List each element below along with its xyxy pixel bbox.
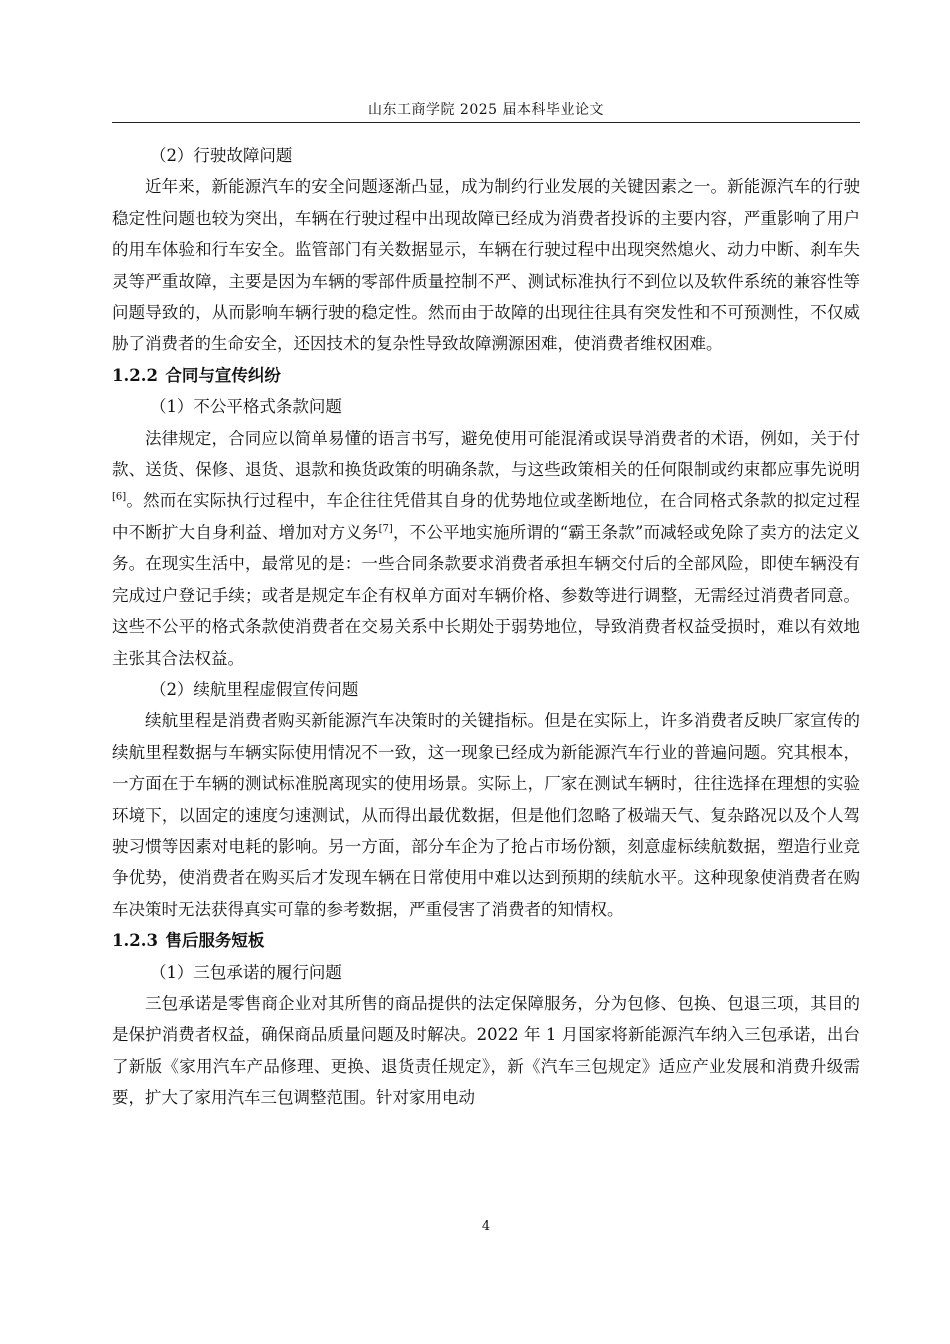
section-number: 1.2.3 xyxy=(112,931,158,951)
section-heading-1-2-3 xyxy=(112,925,860,956)
running-header: 山东工商学院 2025 届本科毕业论文 xyxy=(367,102,605,118)
paragraph-text: ，不公平地实施所谓的“霸王条款”而减轻或免除了卖方的法定义务。在现实生活中，最常见的是：一些合同条款要求消费者承担车辆交付后的全部风险，即使车辆没有完成过户登记手续；或者是规定车企有权单方面对车辆价格、参数等进行调整，无需经过消费者同意。这些不公平的格式条款使消费者在交易关系中长期处于弱势地位，导致消费者权益受损时，难以有效地主张其合法权益。 xyxy=(112,522,861,668)
subheading-unfair-clauses: （1）不公平格式条款问题 xyxy=(149,397,342,417)
citation-ref-6[interactable]: [6] xyxy=(112,491,127,503)
subheading-three-guarantees: （1）三包承诺的履行问题 xyxy=(149,962,342,982)
subheading-driving-faults: （2）行驶故障问题 xyxy=(149,146,293,165)
paragraph-text: 。然而在实际执行过程中，车企往往凭借其自身的优势地位或垄断地位，在合同格式条款的拟定过程中不断扩大自身利益、增加对方义务 xyxy=(112,491,860,542)
page-number: 4 xyxy=(481,1219,491,1234)
section-number: 1.2.2 xyxy=(112,365,158,385)
paragraph-three-guarantees: 三包承诺是零售商企业对其所售的商品提供的法定保障服务，分为包修、包换、包退三项，其目的是保护消费者权益，确保商品质量问题及时解决。2022 年 1 月国家将新能源汽车纳入三包承诺，出台了新版《家用汽车产品修理、更换、退货责任规定》，新《汽车三包规定》适应产业发展和消费升级需要，扩大了家用汽车三包调整范围。针对家用电动 xyxy=(112,993,860,1108)
subheading-range-advertising: （2）续航里程虚假宣传问题 xyxy=(149,679,359,699)
paragraph-range-advertising: 续航里程是消费者购买新能源汽车决策时的关键指标。但是在实际上，许多消费者反映厂家宣传的续航里程数据与车辆实际使用情况不一致，这一现象已经成为新能源汽车行业的普遍问题。究其根本，一方面在于车辆的测试标准脱离现实的使用场景。实际上，厂家在测试车辆时，往往选择在理想的实验环境下，以固定的速度匀速测试，从而得出最优数据，但是他们忽略了极端天气、复杂路况以及个人驾驶习惯等因素对电耗的影响。另一方面，部分车企为了抢占市场份额，刻意虚标续航数据，塑造行业竞争优势，使消费者在购买后才发现车辆在日常使用中难以达到预期的续航水平。这种现象使消费者在购车决策时无法获得真实可靠的参考数据，严重侵害了消费者的知情权。 xyxy=(112,711,860,919)
paragraph-text: 法律规定，合同应以简单易懂的语言书写，避免使用可能混淆或误导消费者的术语，例如，关于付款、送货、保修、退货、退款和换货政策的明确条款，与这些政策相关的任何限制或约束都应事先说明 xyxy=(112,428,860,480)
page-body xyxy=(112,140,860,1114)
paragraph-driving-faults: 近年来，新能源汽车的安全问题逐渐凸显，成为制约行业发展的关键因素之一。新能源汽车的行驶稳定性问题也较为突出，车辆在行驶过程中出现故障已经成为消费者投诉的主要内容，严重影响了用户的用车体验和行车安全。监管部门有关数据显示，车辆在行驶过程中出现突然熄火、动力中断、刹车失灵等严重故障，主要是因为车辆的零部件质量控制不严、测试标准执行不到位以及软件系统的兼容性等问题导致的，从而影响车辆行驶的稳定性。然而由于故障的出现往往具有突发性和不可预测性，不仅威胁了消费者的生命安全，还因技术的复杂性导致故障溯源困难，使消费者维权困难。 xyxy=(112,177,860,354)
citation-ref-7[interactable]: [7] xyxy=(378,523,393,535)
section-title: 合同与宣传纠纷 xyxy=(165,365,281,385)
section-title: 售后服务短板 xyxy=(165,931,265,951)
paragraph-unfair-clauses xyxy=(112,423,860,674)
section-heading-1-2-2 xyxy=(112,360,860,391)
header-rule xyxy=(112,122,860,123)
